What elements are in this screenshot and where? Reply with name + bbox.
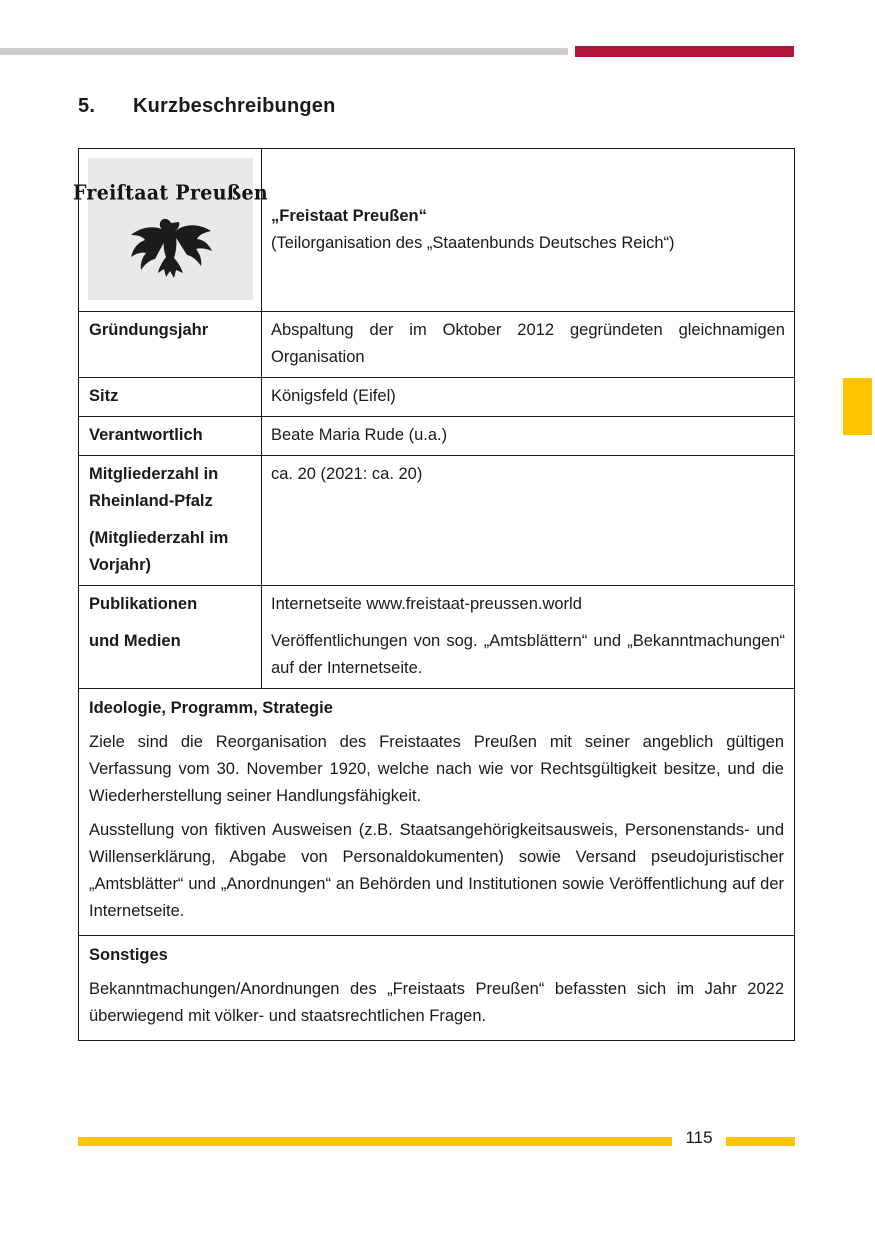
top-accent-bar bbox=[575, 46, 794, 57]
org-title-cell bbox=[262, 149, 794, 311]
table-row-members bbox=[79, 456, 794, 586]
ideology-paragraph-2: Ausstellung von fiktiven Ausweisen (z.B. Staatsangehörigkeitsausweis, Personenstands- und Willenserklärung, Abgabe von Personaldokumenten) sowie Versand pseudojuristischer „Amtsblätter“ und „Anordnungen“ an Behörden und Institutionen sowie Veröffentlichung auf der Internetseite. bbox=[89, 821, 784, 920]
row-label: Sitz bbox=[79, 378, 262, 416]
org-logo bbox=[72, 158, 269, 300]
logo-cell bbox=[72, 149, 269, 311]
organization-table bbox=[72, 148, 795, 1041]
members-label-line2: (Mitgliederzahl im Vorjahr) bbox=[89, 529, 229, 574]
publications-value-line2: Veröffentlichungen von sog. „Amtsblättern“ und „Bekanntmachungen“ auf der Internetseite. bbox=[271, 632, 785, 677]
table-row-header bbox=[72, 149, 794, 312]
misc-section bbox=[79, 936, 794, 1040]
row-label bbox=[79, 456, 262, 585]
ideology-section bbox=[79, 689, 794, 935]
table-row-ideology bbox=[79, 689, 794, 936]
prussian-eagle-icon bbox=[125, 215, 217, 279]
row-value: ca. 20 (2021: ca. 20) bbox=[271, 465, 423, 483]
logo-blackletter-text: Freiſtaat Preußen bbox=[72, 180, 269, 205]
row-label: Verantwortlich bbox=[79, 417, 262, 455]
misc-paragraph-1: Bekanntmachungen/Anordnungen des „Freistaats Preußen“ befassten sich im Jahr 2022 überwiegend mit völker- und staatsrechtlichen Fragen. bbox=[89, 980, 784, 1025]
chapter-heading bbox=[78, 95, 678, 118]
org-name: „Freistaat Preußen“ bbox=[271, 206, 427, 225]
ideology-paragraph-1: Ziele sind die Reorganisation des Freistaates Preußen mit seiner angeblich gültigen Verfassung vom 30. November 1920, welche nach wie vor Rechtsgültigkeit besitze, und die Wiederherstellung seiner Handlungsfähigkeit. bbox=[89, 733, 784, 805]
chapter-title: Kurzbeschreibungen bbox=[133, 95, 336, 117]
publications-value-line1: Internetseite www.freistaat-preussen.world bbox=[271, 595, 582, 613]
table-row-seat bbox=[79, 378, 794, 417]
org-subtitle: (Teilorganisation des „Staatenbunds Deutsches Reich“) bbox=[271, 233, 675, 252]
publications-label-line2: und Medien bbox=[89, 632, 181, 650]
ideology-heading: Ideologie, Programm, Strategie bbox=[89, 699, 333, 717]
table-row-publications bbox=[79, 586, 794, 689]
members-label-line1: Mitgliederzahl in Rheinland-Pfalz bbox=[89, 465, 219, 510]
top-gray-rule bbox=[0, 48, 568, 55]
row-value bbox=[262, 586, 794, 688]
footer-rule-right bbox=[726, 1137, 795, 1146]
table-row-responsible bbox=[79, 417, 794, 456]
table-row-misc bbox=[79, 936, 794, 1040]
row-value: Königsfeld (Eifel) bbox=[271, 387, 396, 405]
misc-heading: Sonstiges bbox=[89, 946, 168, 964]
publications-label-line1: Publikationen bbox=[89, 595, 198, 613]
row-label bbox=[79, 586, 262, 688]
table-row-founding bbox=[79, 312, 794, 378]
page-number: 115 bbox=[685, 1128, 713, 1147]
row-value: Beate Maria Rude (u.a.) bbox=[271, 426, 448, 444]
chapter-side-tab bbox=[843, 378, 872, 435]
row-label: Gründungsjahr bbox=[79, 312, 262, 377]
footer-rule-left bbox=[78, 1137, 672, 1146]
chapter-number: 5. bbox=[78, 95, 96, 117]
row-value: Abspaltung der im Oktober 2012 gegründeten gleichnamigen Organisation bbox=[271, 321, 785, 366]
